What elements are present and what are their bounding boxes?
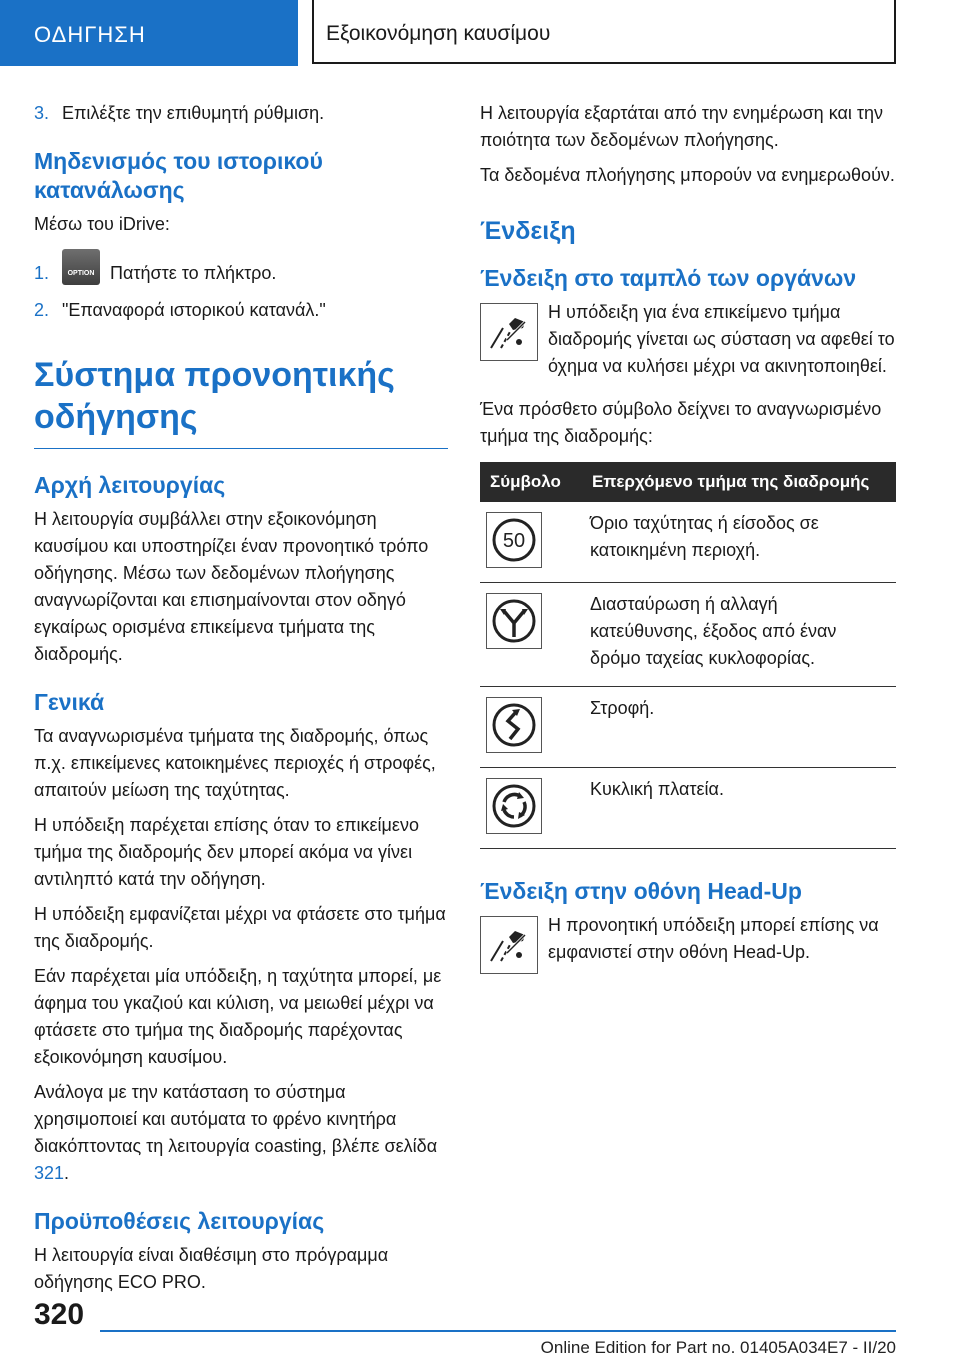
table-row (480, 583, 896, 687)
table-cell: Κυκλική πλατεία. (582, 768, 896, 849)
paragraph-head-up: Η προνοητική υπόδειξη μπορεί επίσης να εμφανιστεί στην οθόνη Head-Up. (548, 915, 879, 962)
paragraph-general-3: Η υπόδειξη εμφανίζεται μέχρι να φτάσετε στο τμήμα της διαδρομής. (34, 904, 446, 951)
step-2 (34, 297, 448, 324)
edition-note: Online Edition for Part no. 01405A034E7 - II/20 (540, 1338, 896, 1357)
heading-reset-history: Μηδενισμός του ιστορικού κατανάλωσης (34, 148, 323, 203)
table-header-segment: Επερχόμενο τμήμα της διαδρομής (582, 462, 896, 502)
table-row (480, 687, 896, 768)
step-number: 2. (34, 300, 50, 320)
roundabout-icon (486, 778, 542, 834)
symbol-table (480, 462, 896, 849)
page-number: 320 (34, 1298, 85, 1331)
heading-predictive-driving: Σύστημα προνοητικής οδήγησης (34, 354, 448, 449)
step-1 (34, 260, 448, 287)
step-number: 3. (34, 103, 50, 123)
step-text: Επιλέξτε την επιθυμητή ρύθμιση. (62, 103, 325, 123)
table-cell: Διασταύρωση ή αλλαγή κατεύθυνσης, έξοδος από έναν δρόμο ταχείας κυκλοφορίας. (582, 583, 896, 687)
via-idrive: Μέσω του iDrive: (34, 214, 170, 234)
left-column (34, 100, 448, 1304)
heading-general: Γενικά (34, 689, 105, 715)
paragraph-general-5 (34, 1079, 448, 1187)
step-3 (34, 100, 448, 127)
heading-principle: Αρχή λειτουργίας (34, 472, 226, 498)
paragraph-general-4: Εάν παρέχεται μία υπόδειξη, η ταχύτητα μπορεί, με άφημα του γκαζιού και κύλιση, να μειωθεί μέχρι να φτάσετε στο τμήμα της διαδρομής παρέχοντας εξοικονόμηση καυσίμου. (34, 966, 442, 1067)
page-link[interactable]: 321 (34, 1163, 65, 1183)
paragraph-dependency-1: Η λειτουργία εξαρτάται από την ενημέρωση και την ποιότητα των δεδομένων πλοήγησης. (480, 103, 884, 150)
paragraph-cluster: Η υπόδειξη για ένα επικείμενο τμήμα διαδρομής γίνεται ως σύσταση να αφεθεί το όχημα να κυλήσει μέχρι να ακινητοποιηθεί. (548, 302, 895, 376)
chapter-tab: ΟΔΗΓΗΣΗ (0, 0, 298, 66)
table-row (480, 502, 896, 583)
speed-limit-50-icon (486, 512, 542, 568)
right-column (480, 100, 896, 978)
footer-divider (100, 1330, 896, 1332)
heading-display: Ένδειξη (480, 217, 576, 245)
paragraph-text: Ανάλογα με την κατάσταση το σύστημα χρησιμοποιεί και αυτόματα το φρένο κινητήρα διακόπτοντας τη λειτουργία coasting, βλέπε σελίδα (34, 1082, 438, 1156)
heading-head-up: Ένδειξη στην οθόνη Head-Up (480, 878, 802, 904)
paragraph-general-2: Η υπόδειξη παρέχεται επίσης όταν το επικείμενο τμήμα της διαδρομής δεν μπορεί ακόμα να γίνει αντιληπτό κατά την οδήγηση. (34, 815, 419, 889)
table-row (480, 768, 896, 849)
junction-icon (486, 593, 542, 649)
paragraph-extra-symbol: Ένα πρόσθετο σύμβολο δείχνει το αναγνωρισμένο τμήμα της διαδρομής: (480, 399, 882, 446)
option-button-icon (62, 249, 100, 285)
paragraph-prerequisites: Η λειτουργία είναι διαθέσιμη στο πρόγραμμα οδήγησης ECO PRO. (34, 1245, 389, 1292)
option-button-label: OPTION (67, 270, 95, 278)
step-text: "Επαναφορά ιστορικού κατανάλ." (62, 300, 326, 320)
table-header-symbol: Σύμβολο (480, 462, 582, 502)
section-title: Εξοικονόμηση καυσίμου (312, 0, 896, 64)
speed-value: 50 (502, 530, 526, 552)
paragraph-principle: Η λειτουργία συμβάλλει στην εξοικονόμηση καυσίμου και υποστηρίζει έναν προνοητικό τρόπο οδήγησης. Μέσω των δεδομένων πλοήγησης αναγνωρίζονται και επισημαίνονται στον οδηγό εγκαίρως ορισμένα επικείμενα τμήματα της διαδρομής. (34, 509, 429, 664)
step-text: Πατήστε το πλήκτρο. (110, 263, 277, 283)
cluster-note (480, 299, 896, 388)
coasting-hint-icon (480, 916, 538, 974)
coasting-hint-icon (480, 303, 538, 361)
page-header (0, 0, 960, 66)
heading-prerequisites: Προϋποθέσεις λειτουργίας (34, 1208, 325, 1234)
table-cell: Όριο ταχύτητας ή είσοδος σε κατοικημένη περιοχή. (582, 502, 896, 583)
table-cell: Στροφή. (582, 687, 896, 768)
curve-icon (486, 697, 542, 753)
head-up-note (480, 912, 896, 978)
table-header-row (480, 462, 896, 502)
paragraph-dependency-2: Τα δεδομένα πλοήγησης μπορούν να ενημερωθούν. (480, 165, 895, 185)
heading-instrument-cluster: Ένδειξη στο ταμπλό των οργάνων (480, 265, 857, 291)
paragraph-general-1: Τα αναγνωρισμένα τμήματα της διαδρομής, όπως π.χ. επικείμενες κατοικημένες περιοχές ή στροφές, απαιτούν μείωση της ταχύτητας. (34, 726, 436, 800)
step-number: 1. (34, 263, 50, 283)
paragraph-text: . (64, 1163, 70, 1183)
